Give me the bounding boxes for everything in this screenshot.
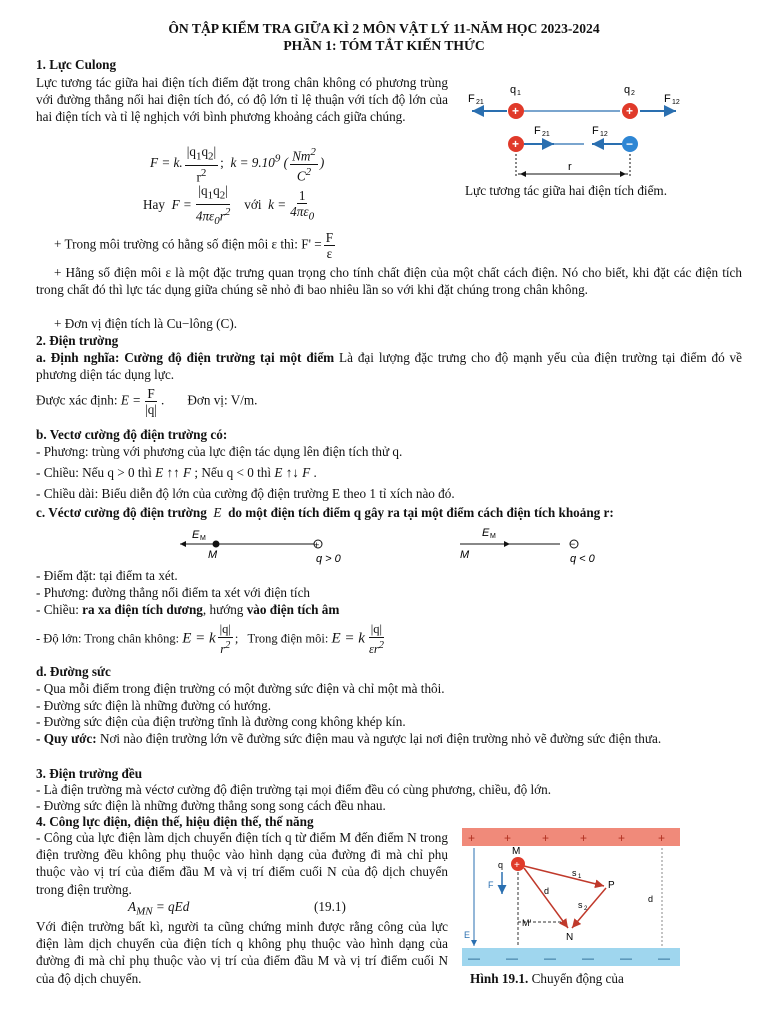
svg-text:—: — <box>620 951 632 965</box>
defined-by-label: Được xác định: <box>36 392 118 408</box>
svg-text:s: s <box>578 900 583 910</box>
s4-paragraph-1: - Công của lực điện làm dịch chuyển điện tích q từ điểm M đến điểm N trong điện trường đều không phụ thuộc vào hình dạng của đường đi mà chỉ phụ thuộc vào vị trí của điểm đầu M và vị trí điểm cuối N của độ dịch chuyển trong điện trường. <box>36 830 448 897</box>
d-rule <box>36 730 742 747</box>
svg-text:1: 1 <box>578 874 582 880</box>
negative-plate <box>462 948 680 966</box>
c-heading-b: do một điện tích điểm q gây ra tại một điểm cách điện tích khoảng r: <box>228 505 614 520</box>
work-equation: $A_{MN}$ = qEd <box>128 899 190 918</box>
c-dir-a: - Chiều: <box>36 602 83 617</box>
subsection-b-heading: b. Vectơ cường độ điện trường có: <box>36 427 228 442</box>
svg-text:E: E <box>482 527 490 539</box>
subsection-d-heading: d. Đường sức <box>36 664 111 679</box>
path-s1 <box>524 866 604 886</box>
svg-text:M: M <box>512 846 521 857</box>
c-mag-vacuum: - Độ lớn: Trong chân không: <box>36 631 180 646</box>
c-mag-dielectric: Trong điện môi: <box>247 631 329 646</box>
svg-text:+: + <box>512 137 520 151</box>
coulomb-figure <box>458 78 698 198</box>
svg-text:+: + <box>626 104 634 118</box>
positive-plate <box>462 828 680 846</box>
c-heading-a: c. Véctơ cường độ điện trường <box>36 505 207 520</box>
svg-text:—: — <box>506 951 518 965</box>
c-dir-b: ra xa điện tích dương <box>82 602 203 617</box>
point-m-positive <box>213 541 220 548</box>
svg-text:E: E <box>192 529 200 541</box>
svg-text:+: + <box>468 831 476 845</box>
svg-text:N: N <box>566 932 574 943</box>
fig-caption-bold: Hình 19.1. <box>470 971 529 986</box>
figure-19-1-caption <box>470 970 624 987</box>
d-line-1: - Qua mỗi điểm trong điện trường có một đường sức điện và chỉ một mà thôi. <box>36 681 445 696</box>
c-line-point: - Điểm đặt: tại điểm ta xét. <box>36 568 178 583</box>
svg-text:d: d <box>648 894 654 904</box>
svg-text:+: + <box>512 104 520 118</box>
label-r: r <box>568 161 572 173</box>
d-rule-label: - Quy ước: <box>36 731 97 746</box>
svg-text:2: 2 <box>631 90 635 97</box>
field-unit: Đơn vị: V/m. <box>187 392 258 408</box>
section-1-paragraph: Lực tương tác giữa hai điện tích điểm đặt trong chân không có phương trùng với đường thẳng nối hai điện tích đó, có độ lớn tỉ lệ thuận với tích độ lớn của hai điện tích và tỉ lệ nghịch với bình phương khoảng cách giữa chúng. <box>36 75 448 125</box>
svg-text:+: + <box>542 831 550 845</box>
s3-line-1: - Là điện trường mà véctơ cường độ điện trường tại mọi điểm đều có cùng phương, chiều, độ lớn. <box>36 782 552 797</box>
section-4-heading: 4. Công lực điện, điện thế, hiệu điện thế, thế năng <box>36 814 314 829</box>
svg-text:—: — <box>468 951 480 965</box>
coulomb-figure-caption: Lực tương tác giữa hai điện tích điểm. <box>465 183 667 198</box>
svg-text:M: M <box>200 535 206 542</box>
svg-text:+: + <box>504 831 512 845</box>
label-f21-top: F <box>468 93 475 105</box>
svg-text:d: d <box>544 886 550 896</box>
svg-text:M: M <box>490 533 496 540</box>
section-3-heading: 3. Điện trường đều <box>36 766 143 781</box>
c-dir-c: , hướng <box>202 602 247 617</box>
svg-text:−: − <box>570 539 576 549</box>
c-dir-d: vào điện tích âm <box>246 602 340 617</box>
svg-text:q > 0: q > 0 <box>316 553 341 565</box>
svg-text:+: + <box>618 831 626 845</box>
field-definition-line: Được xác định: E = $\frac{F}{|q|}$ . Đơn vị: V/m. <box>36 386 258 417</box>
c-line-magnitude: - Độ lớn: Trong chân không: E = k $\frac{|q|}{r^2}$ ; Trong điện môi: E = k $\frac{|q|}{\varepsilon r^2}$ <box>36 622 384 657</box>
page-title: ÔN TẬP KIỂM TRA GIỮA KÌ 2 MÔN VẬT LÝ 11-NĂM HỌC 2023-2024 <box>168 21 600 36</box>
section-2-heading: 2. Điện trường <box>36 333 119 348</box>
svg-text:s: s <box>572 868 577 878</box>
s4-paragraph-2: Với điện trường bất kì, người ta cũng chứng minh được rằng công của lực điện làm dịch chuyển của điện tích q không phụ thuộc vào hình dạng của đường đi mà chỉ phụ thuộc vào vị trí của điểm đầu M và vị trí điểm cuối N của độ dịch chuyển. <box>36 919 448 986</box>
b-line-direction-phuong: - Phương: trùng với phương của lực điện tác dụng lên điện tích thử q. <box>36 444 403 459</box>
section-1-heading: 1. Lực Culong <box>36 57 117 72</box>
field-direction-diagrams <box>170 524 610 568</box>
svg-text:F: F <box>488 880 494 890</box>
definition-paragraph <box>36 349 742 383</box>
dielectric-line: + Trong môi trường có hằng số điện môi ε thì: F' = $\frac{F}{\varepsilon}$ <box>54 230 334 261</box>
dielectric-text: + Trong môi trường có hằng số điện môi ε thì: <box>54 236 298 252</box>
equation-number: (19.1) <box>314 899 346 914</box>
svg-text:+: + <box>580 831 588 845</box>
definition-heading: a. Định nghĩa: Cường độ điện trường tại một điểm <box>36 350 335 365</box>
svg-text:+: + <box>658 831 666 845</box>
svg-text:+: + <box>514 860 520 871</box>
svg-text:21: 21 <box>542 131 550 138</box>
svg-text:21: 21 <box>476 99 484 106</box>
label-f21-bottom: F <box>534 125 541 137</box>
d-line-2: - Đường sức điện là những đường có hướng. <box>36 698 272 713</box>
svg-text:q < 0: q < 0 <box>570 553 595 565</box>
svg-text:2: 2 <box>584 906 588 912</box>
svg-text:M': M' <box>522 918 532 928</box>
subsection-c-heading: c. Véctơ cường độ điện trường E do một điện tích điểm q gây ra tại một điểm cách điện tích khoảng r: <box>36 505 614 520</box>
s3-line-2: - Đường sức điện là những đường thẳng song song cách đều nhau. <box>36 798 386 813</box>
svg-text:12: 12 <box>672 99 680 106</box>
svg-text:+: + <box>314 540 320 550</box>
label-f12-bottom: F <box>592 125 599 137</box>
label-q2: q <box>624 84 631 96</box>
d-line-3: - Đường sức điện của điện trường tĩnh là đường cong không khép kín. <box>36 714 406 729</box>
c-line-direction <box>36 601 339 618</box>
b-dir-prefix: - Chiều: Nếu q > 0 thì <box>36 465 152 480</box>
page-subtitle: PHẦN 1: TÓM TẮT KIẾN THỨC <box>283 38 485 53</box>
svg-text:P: P <box>608 880 615 891</box>
svg-text:—: — <box>658 951 670 965</box>
svg-text:12: 12 <box>600 131 608 138</box>
b-line-chieu: - Chiều: Nếu q > 0 thì E ↑↑ F ; Nếu q < 0 thì E ↑↓ F . <box>36 465 317 480</box>
svg-text:E: E <box>464 930 471 940</box>
b-dir-mid: ; Nếu q < 0 thì <box>194 465 272 480</box>
voi-label: với <box>244 196 262 212</box>
label-f12-top: F <box>664 93 671 105</box>
fig-caption-rest: Chuyển động của <box>528 971 624 986</box>
label-q1: q <box>510 84 517 96</box>
svg-text:−: − <box>626 137 634 151</box>
definition-text: Là đại lượng đặc trưng cho độ mạnh yếu của điện trường tại điểm đó về phương diện tác dụng lực. <box>36 350 742 383</box>
uniform-field-figure <box>462 828 680 966</box>
svg-text:—: — <box>544 951 556 965</box>
hay-label: Hay <box>143 196 165 212</box>
svg-text:—: — <box>582 951 594 965</box>
svg-text:q: q <box>498 860 504 870</box>
c-line-phuong: - Phương: đường thẳng nối điểm ta xét với điện tích <box>36 585 311 600</box>
d-rule-text: Nơi nào điện trường lớn vẽ đường sức điện mau và ngược lại nơi điện trường nhỏ vẽ đường sức điện thưa. <box>96 731 662 746</box>
svg-text:1: 1 <box>517 90 521 97</box>
b-line-length: - Chiều dài: Biểu diễn độ lớn của cường độ điện trường E theo 1 tỉ xích nào đó. <box>36 486 455 501</box>
coulomb-formula-alt: Hay F = $\frac{|q_1q_2|}{4\pi\varepsilon_0r^2}$ với k = $\frac{1}{4\pi\varepsilon_0}$ <box>143 183 315 227</box>
coulomb-formula: F = k. $\frac{|q_1q_2|}{r^2}$ ; $k = 9.10^9$ ( $\frac{Nm^2}{C^2}$ ) <box>150 144 325 185</box>
charge-unit-line: + Đơn vị điện tích là Cu−lông (C). <box>54 316 238 331</box>
dielectric-constant-paragraph: + Hằng số điện môi ε là một đặc trưng quan trọng cho tính chất điện của một chất cách điện. Nó cho biết, khi đặt các điện tích trong chất đó thì lực tác dụng giữa chúng sẽ nhỏ đi bao nhiêu lần so với khi đặt chúng trong chân không. <box>36 265 742 298</box>
svg-text:M: M <box>208 549 218 561</box>
svg-text:M: M <box>460 549 470 561</box>
